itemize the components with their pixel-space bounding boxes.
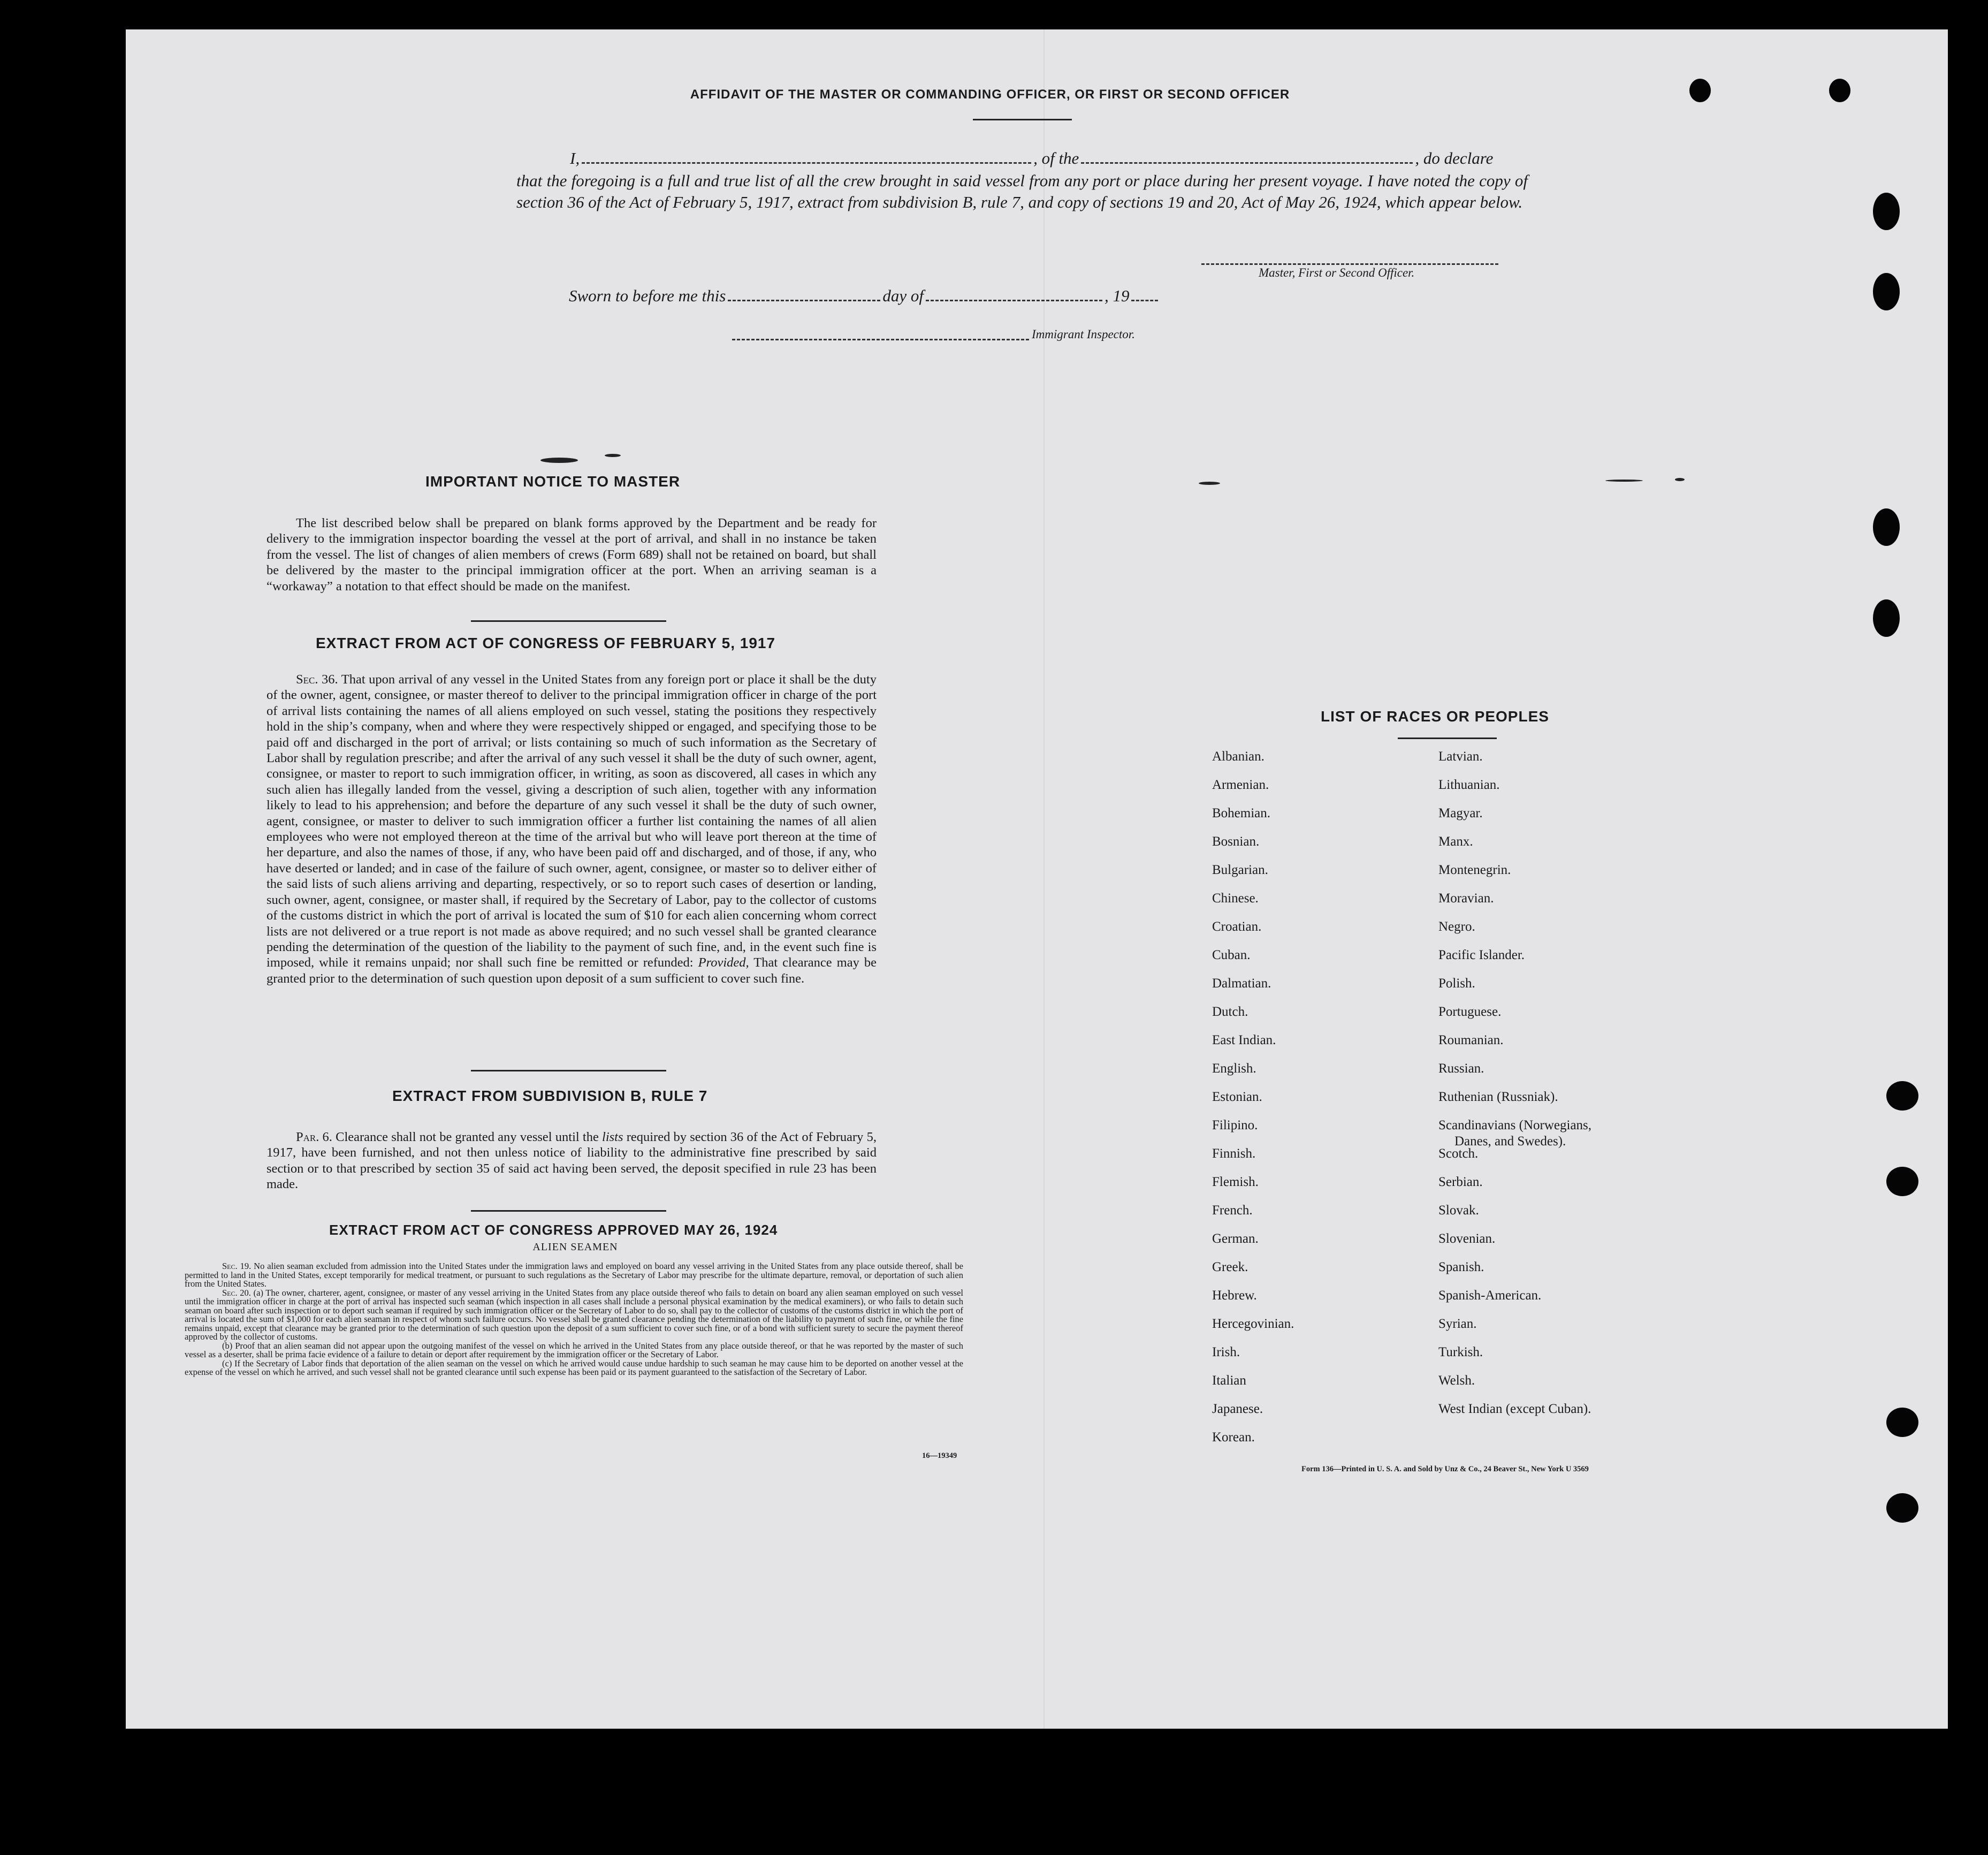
section-20c-text: (c) If the Secretary of Labor finds that deportation of the alien seaman on the vessel on which he arrived would cause undue hardship to such seaman he may cause him to be deported on another vessel at the expense of the vessel on which he arrived, and such vessel shall not be granted clearance until such expense has been paid or its payment guaranteed to the satisfaction of the Secretary of Labor. [185,1358,963,1377]
punch-hole [1873,599,1900,637]
race-entry: Serbian. [1438,1175,1483,1189]
of-the-label: , of the [1033,149,1079,168]
race-entry: Spanish. [1438,1260,1484,1274]
race-entry: Negro. [1438,919,1475,934]
paragraph-6-text [266,1129,877,1192]
race-entry: Magyar. [1438,806,1483,820]
race-entry: Ruthenian (Russniak). [1438,1090,1558,1104]
race-entry: Scotch. [1438,1146,1479,1161]
punch-hole [1886,1167,1918,1196]
notice-body [266,515,877,594]
section-20-label: Sec. 20. [222,1287,251,1298]
name-field[interactable] [582,162,1031,164]
sworn-year-field[interactable] [1131,300,1158,301]
race-entry: Cuban. [1212,948,1251,962]
race-entry: Finnish. [1212,1146,1256,1161]
race-entry: Dalmatian. [1212,976,1271,991]
sworn-prefix: Sworn to before me this [569,286,726,305]
punch-hole [1689,79,1711,102]
section-36-label: Sec. 36. [296,672,338,687]
day-of-label: day of [882,286,924,305]
title-underline [973,119,1072,120]
section-divider [471,1210,666,1212]
alien-seamen-subtitle: ALIEN SEAMEN [532,1241,618,1253]
section-36-text [266,672,877,986]
race-entry: French. [1212,1203,1253,1218]
race-entry: Croatian. [1212,919,1262,934]
inspector-label: Immigrant Inspector. [1032,328,1135,341]
rule-7-heading: EXTRACT FROM SUBDIVISION B, RULE 7 [392,1088,708,1104]
section-20a-body: (a) The owner, charterer, agent, consignee, or master of any vessel arriving in the United States from any place outside thereof who fails to detain on board any alien seaman employed on such vessel until the immigration officer in charge at the port of arrival has inspected such seaman (which inspection in all cases shall include a personal physical examination by the medical examiners), or who fails to detain such seaman on board after such inspection or to deport such seaman if required by such immigration officer or the Secretary of Labor to do so, shall pay to the collector of customs of the customs district in which the port of arrival is located the sum of $1,000 for each alien seaman in respect of whom such failure occurs. No vessel shall be granted clearance pending the determination of the liability to payment of such fine, or while the fine remains unpaid, except that clearance may be granted prior to the determination of such question upon the deposit of a sum sufficient to cover such fine, or of a bond with sufficient surety to secure the payment thereof approved by the collector of customs. [185,1287,964,1342]
section-divider [471,1070,666,1071]
lists-word: lists [602,1130,623,1144]
rule-7-body [266,1129,877,1192]
signature-label: Master, First or Second Officer. [1259,266,1415,279]
race-entry: Lithuanian. [1438,778,1500,792]
declarant-prefix: I, [570,149,580,168]
race-entry: Spanish-American. [1438,1288,1542,1303]
year-label: , 19 [1104,286,1130,305]
race-entry: Scandinavians (Norwegians, [1438,1118,1592,1132]
race-entry: Slovak. [1438,1203,1479,1218]
race-entry: Bulgarian. [1212,863,1268,877]
race-entry: Portuguese. [1438,1005,1502,1019]
races-underline [1398,738,1497,739]
race-entry: Greek. [1212,1260,1248,1274]
extract-1924-body [185,1262,963,1377]
stray-mark [1675,478,1685,481]
race-entry: Flemish. [1212,1175,1259,1189]
section-20a-text [185,1289,963,1342]
race-entry: German. [1212,1231,1259,1246]
race-entry: Irish. [1212,1345,1240,1359]
race-entry: Hercegovinian. [1212,1317,1294,1331]
race-entry: Slovenian. [1438,1231,1496,1246]
notice-heading: IMPORTANT NOTICE TO MASTER [425,473,681,490]
paragraph-6-text-a: Clearance shall not be granted any vessel until the [336,1130,599,1144]
signature-line[interactable] [1201,263,1498,265]
provided-word: Provided, [698,955,749,970]
race-entry: Albanian. [1212,749,1265,764]
section-20b-text: (b) Proof that an alien seaman did not appear upon the outgoing manifest of the vessel on which he arrived in the United States from any place outside thereof, or that he was reported by the master of such vessel as a deserter, shall be prima facie evidence of a failure to detain or deport after requirement by the immigration officer or the Secretary of Labor. [185,1340,963,1359]
punch-hole [1886,1408,1918,1437]
section-19-label: Sec. 19. [222,1261,252,1271]
race-entry: Polish. [1438,976,1475,991]
declare-label: , do declare [1415,149,1494,168]
race-entry: Dutch. [1212,1005,1248,1019]
race-entry: West Indian (except Cuban). [1438,1402,1591,1416]
race-entry: Manx. [1438,834,1473,849]
affidavit-title: AFFIDAVIT OF THE MASTER OR COMMANDING OFFICER, OR FIRST OR SECOND OFFICER [690,87,1290,102]
race-entry: Bosnian. [1212,834,1260,849]
race-entry: Italian [1212,1373,1246,1388]
punch-hole [1873,193,1900,230]
section-36-proviso: That clearance may be granted prior to the determination of such question upon deposit of a sum sufficient to cover such fine. [266,955,877,986]
stray-mark [605,454,621,457]
race-entry: Montenegrin. [1438,863,1511,877]
declaration-line [570,149,1493,168]
print-code: 16—19349 [922,1451,957,1460]
stray-mark [1199,482,1220,485]
extract-1924-heading: EXTRACT FROM ACT OF CONGRESS APPROVED MAY 26, 1924 [329,1222,778,1238]
race-entry: Welsh. [1438,1373,1475,1388]
race-entry: East Indian. [1212,1033,1276,1047]
race-entry: Armenian. [1212,778,1269,792]
race-entry: Danes, and Swedes). [1454,1134,1566,1149]
sworn-line [569,286,1160,306]
stray-mark [540,458,578,463]
extract-1917-body [266,672,877,986]
affidavit-body: that the foregoing is a full and true list of all the crew brought in said vessel from any port or place during her present voyage. I have noted the copy of section 36 of the Act of February 5, 1917, extract from subdivision B, rule 7, and copy of sections 19 and 20, Act of May 26, 1924, which appear below. [516,171,1528,211]
race-entry: Filipino. [1212,1118,1258,1132]
section-36-body: That upon arrival of any vessel in the United States from any foreign port or place it shall be the duty of the owner, agent, consignee, or master thereof to deliver to the principal immigration officer in charge of the port of arrival lists containing the names of all aliens employed on such vessel, stating the positions they respectively hold in the ship’s company, when and where they were respectively shipped or engaged, and specifying those to be paid off and discharged in the port of arrival; or lists containing so much of such information as the Secretary of Labor shall by regulation prescribe; and after the arrival of any such vessel it shall be the duty of such owner, agent, consignee, or master to report to such immigration officer, in writing, as soon as discovered, all cases in which any such alien has illegally landed from the vessel, giving a description of such alien, together with any information likely to lead to his apprehension; and before the departure of any such vessel it shall be the duty of such owner, agent, consignee, or master to deliver to such immigration officer a further list containing the names of all alien employees who were not employed thereon at the time of the arrival but who will leave port thereon at the time of her departure, and also the names of those, if any, who have been paid off and discharged, and of those, if any, who have deserted or landed; and in case of the failure of such owner, agent, consignee, or master so to deliver either of the said lists of such aliens arriving and departing, respectively, or so to report such cases of desertion or landing, such owner, agent, consignee, or master shall, if required by the Secretary of Labor, pay to the collector of customs of the customs district in which the port of arrival is located the sum of $10 for each alien concerning whom correct lists are not delivered or a true report is not made as above required; and no such vessel shall be granted clearance pending the determination of the question of the liability to the payment of such fine, and, in the event such fine is imposed, while it remains unpaid; nor shall such fine be remitted or refunded: [266,672,877,970]
paragraph-6-label: Par. 6. [296,1130,332,1144]
punch-hole [1873,273,1900,310]
punch-hole [1886,1493,1918,1523]
stray-mark [1605,480,1643,482]
races-heading: LIST OF RACES OR PEOPLES [1321,708,1549,725]
race-entry: Hebrew. [1212,1288,1257,1303]
race-entry: Russian. [1438,1061,1484,1076]
race-entry: Japanese. [1212,1402,1263,1416]
race-entry: Turkish. [1438,1345,1483,1359]
sworn-day-field[interactable] [728,300,880,301]
extract-1917-heading: EXTRACT FROM ACT OF CONGRESS OF FEBRUARY 5, 1917 [316,635,776,651]
race-entry: Chinese. [1212,891,1259,906]
punch-hole [1829,79,1850,102]
page-fold [1043,29,1045,1729]
race-entry: English. [1212,1061,1256,1076]
race-entry: Syrian. [1438,1317,1477,1331]
form-footer: Form 136—Printed in U. S. A. and Sold by Unz & Co., 24 Beaver St., New York U 3569 [1301,1465,1589,1473]
notice-paragraph: The list described below shall be prepared on blank forms approved by the Department and be ready for delivery to the immigration inspector boarding the vessel at the port of arrival, and shall in no instance be taken from the vessel. The list of changes of alien members of crews (Form 689) shall not be retained on board, but shall be delivered by the master to the principal immigration officer at the port. When an arriving seaman is a “workaway” a notation to that effect should be made on the manifest. [266,516,877,594]
punch-hole [1886,1081,1918,1111]
race-entry: Estonian. [1212,1090,1262,1104]
inspector-line[interactable] [732,339,1029,340]
vessel-field[interactable] [1081,162,1413,164]
race-entry: Korean. [1212,1430,1255,1445]
section-19-text [185,1262,963,1289]
section-divider [471,620,666,622]
race-entry: Latvian. [1438,749,1483,764]
punch-hole [1873,508,1900,546]
race-entry: Bohemian. [1212,806,1271,820]
race-entry: Roumanian. [1438,1033,1504,1047]
race-entry: Moravian. [1438,891,1494,906]
race-entry: Pacific Islander. [1438,948,1525,962]
sworn-month-field[interactable] [926,300,1102,301]
section-19-body: No alien seaman excluded from admission into the United States under the immigration laws and employed on board any vessel arriving in the United States from any place outside thereof, shall be permitted to land in the United States, except temporarily for medical treatment, or pursuant to such regulations as the Secretary of Labor may prescribe for the ultimate departure, removal, or deportation of such alien from the United States. [185,1261,964,1289]
paragraph-6-text-b: required by section 36 of the Act of February 5, 1917, have been furnished, and not then unless notice of liability to the administrative fine prescribed by said section or to that prescribed by section 35 of said act having been served, the deposit specified in rule 23 has been made. [266,1130,877,1192]
